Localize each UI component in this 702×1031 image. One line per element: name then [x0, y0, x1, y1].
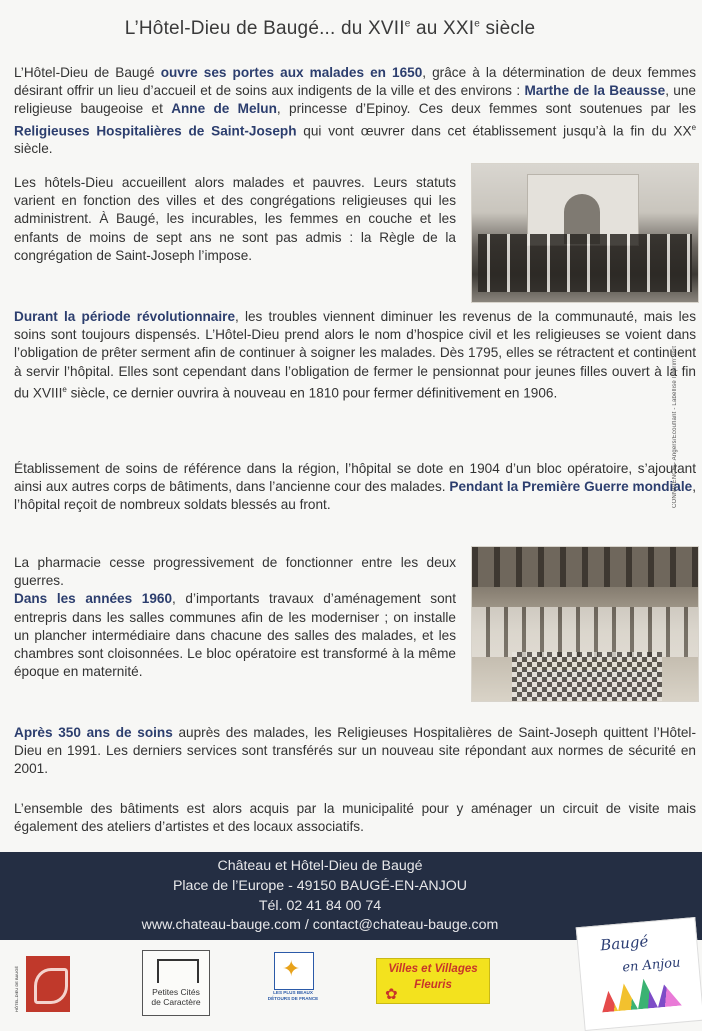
- contact-name: Château et Hôtel-Dieu de Baugé: [217, 858, 423, 874]
- contact-address: Place de l’Europe - 49150 BAUGÉ-EN-ANJOU: [172, 878, 468, 894]
- plus-beaux-detours-logo: ✦ LES PLUS BEAUX DÉTOURS DE FRANCE: [272, 952, 314, 1012]
- hotel-dieu-logo: HÔTEL-DIEU DE BAUGÉ: [14, 956, 70, 1012]
- contact-web-email[interactable]: www.chateau-bauge.com / contact@chateau-bauge.com: [141, 917, 499, 933]
- petites-cites-logo: Petites Cités de Caractère: [142, 950, 210, 1016]
- paragraph-founding: L’Hôtel-Dieu de Baugé ouvre ses portes aux malades en 1650, grâce à la détermination de deux femmes désirant offrir un lieu d’accueil et de soins aux indigents de la ville et des environs : Marthe de la Beausse, une religieuse baugeoise et Anne de Melun, princesse d’Epinoy. Ces deux femmes sont soutenues par les Religieuses Hospitalières de Saint-Joseph qui vont œuvrer dans cet établissement jusqu’à la fin du XXe siècle.: [14, 65, 697, 157]
- page-title: L’Hôtel-Dieu de Baugé... du XVIIe au XXIe siècle: [124, 18, 536, 39]
- bauge-en-anjou-logo: Baugé en Anjou: [576, 917, 702, 1031]
- photo-nuns-courtyard: [471, 163, 699, 303]
- paragraph-ww1: Établissement de soins de référence dans la région, l’hôpital se dote en 1904 d’un bloc opératoire, s’ajoutant ainsi aux autres corps de bâtiments, dans l’ancienne cour des malades. Pendant la Première Guerre mondiale, l’hôpital reçoit de nombreux soldats blessés au front.: [14, 461, 696, 513]
- paragraph-municipality: L’ensemble des bâtiments est alors acquis par la municipalité pour y aménager un circuit de visite mais également des ateliers d’artistes et des locaux associatifs.: [14, 801, 696, 835]
- villes-villages-fleuris-logo: Villes et Villages Fleuris ✿: [376, 958, 490, 1004]
- photo-hospital-ward: [471, 546, 699, 702]
- paragraph-1960s: La pharmacie cesse progressivement de fonctionner entre les deux guerres. Dans les années 1960, d’importants travaux d’aménagement sont entrepris dans les salles communes afin de les moderniser ; on installe un plancher intermédiaire dans chacune des salles des malades, et les chambres sont cloisonnées. Le bloc opératoire est transformé à la même époque en maternité.: [14, 555, 457, 680]
- printer-credit: CONNIVENCE - Angers/Ecouflant - Labellisé Imprim'Vert: [672, 345, 678, 508]
- paragraph-revolution: Durant la période révolutionnaire, les troubles viennent diminuer les revenus de la communauté, mais les soins sont toujours dispensés. L’Hôtel-Dieu prend alors le nom d’hospice civil et les religieuses se voient dans l’obligation de prêter serment afin de continuer à soigner les malades. Dès 1795, elles se rétractent et continuent à servir l’hôpital. Elles sont cependant dans l’obligation de fermer le pensionnat pour jeunes filles ouvert à la fin du XVIIIe siècle, ce dernier ouvrira à nouveau en 1810 pour fermer définitivement en 1906.: [14, 309, 696, 401]
- paragraph-hotels-dieu: Les hôtels-Dieu accueillent alors malades et pauvres. Leurs statuts varient en fonction des villes et des congrégations religieuses qui les administrent. À Baugé, les incurables, les femmes en couche et les enfants de moins de sept ans ne sont pas admis : la Règle de la congrégation de Saint-Joseph l’impose.: [14, 175, 456, 263]
- contact-phone: Tél. 02 41 84 00 74: [258, 898, 382, 914]
- paragraph-350-years: Après 350 ans de soins auprès des malades, les Religieuses Hospitalières de Saint-Joseph quittent l’Hôtel-Dieu en 1991. Les derniers services sont transférés sur un nouveau site répondant aux normes de sécurité en 2001.: [14, 725, 696, 777]
